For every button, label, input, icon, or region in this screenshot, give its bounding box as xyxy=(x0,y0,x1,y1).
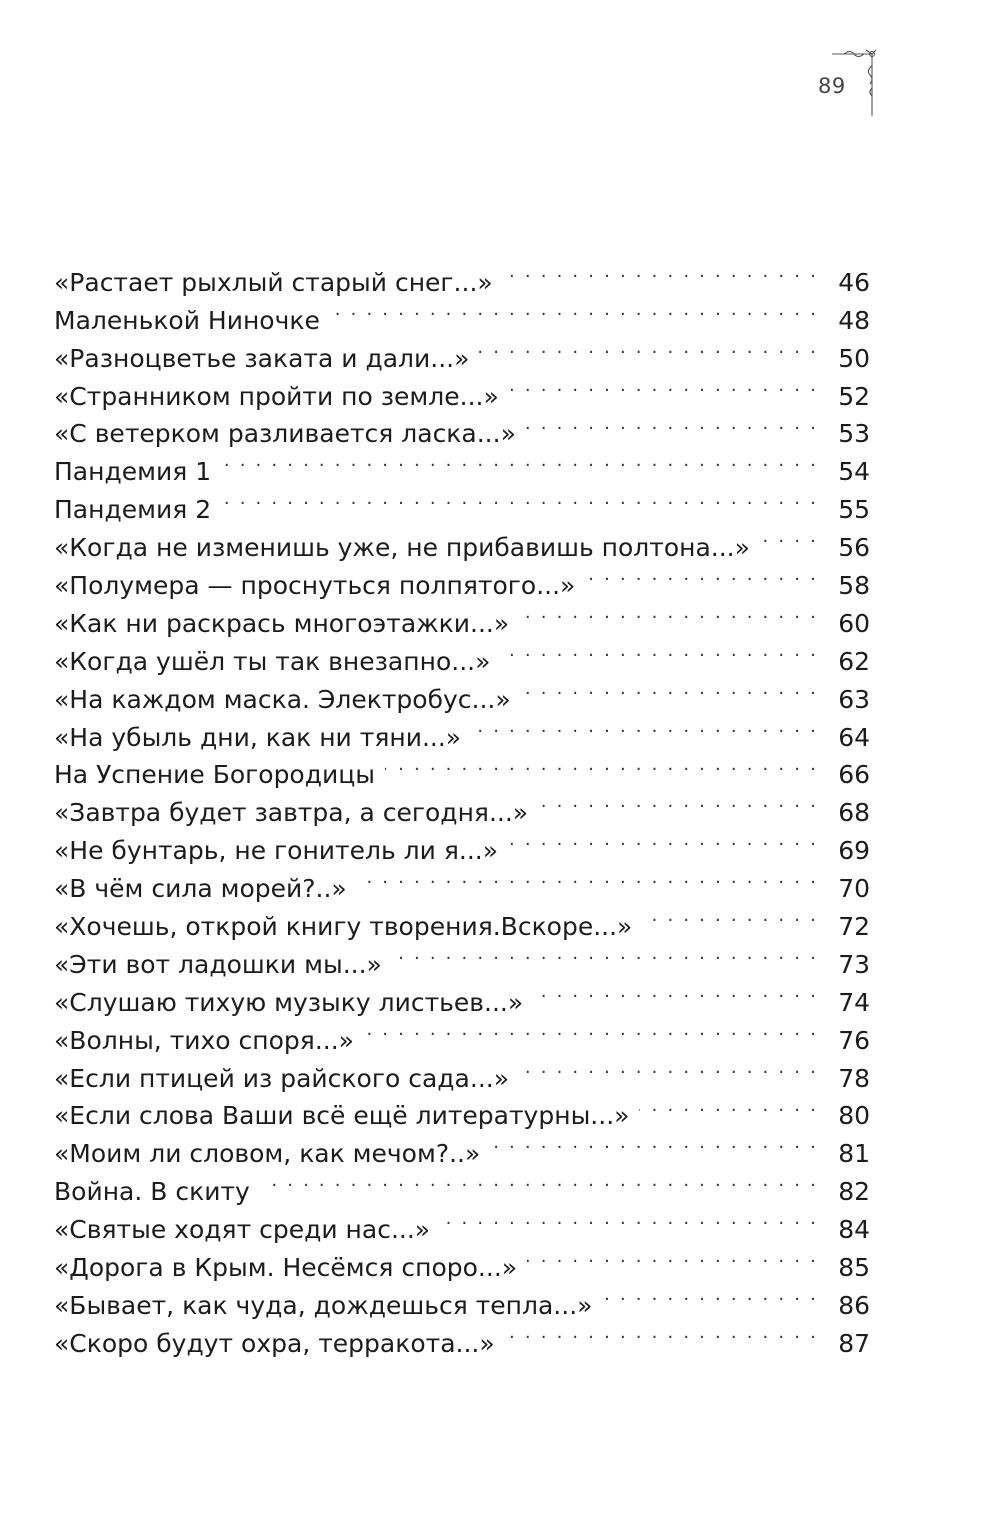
dot-leader xyxy=(221,480,818,518)
dot-leader xyxy=(642,897,818,935)
dot-leader xyxy=(533,973,818,1011)
dot-leader xyxy=(260,1162,818,1200)
toc-entry-title: «Скоро будут охра, терракота...» xyxy=(54,1328,495,1358)
dot-leader xyxy=(221,442,818,480)
toc-entry-title: «Когда ушёл ты так внезапно...» xyxy=(54,646,491,676)
dot-leader xyxy=(585,556,818,594)
toc-entry-page: 50 xyxy=(838,343,870,373)
toc-entry-title: «Дорога в Крым. Несёмся споро...» xyxy=(54,1253,518,1283)
toc-entry-title: «Моим ли словом, как мечом?..» xyxy=(54,1139,481,1169)
dot-leader xyxy=(490,1124,818,1162)
dot-leader xyxy=(602,1276,818,1314)
toc-entry-page: 53 xyxy=(838,419,870,449)
toc-entry-page: 74 xyxy=(838,987,870,1017)
toc-entry-page: 85 xyxy=(838,1253,870,1283)
toc-entry-page: 66 xyxy=(838,760,870,790)
dot-leader xyxy=(538,783,818,821)
toc-entry-page: 54 xyxy=(838,457,870,487)
dot-leader xyxy=(519,594,818,632)
toc-entry-title: «Полумера — проснуться полпятого...» xyxy=(54,571,576,601)
toc-entry-page: 78 xyxy=(838,1063,870,1093)
toc-entry-page: 46 xyxy=(838,267,870,297)
toc-entry-title: «На каждом маска. Электробус...» xyxy=(54,684,511,714)
toc-entry-title: На Успение Богородицы xyxy=(54,760,376,790)
toc-entry-title: «Святые ходят среди нас...» xyxy=(54,1215,431,1245)
toc-entry-title: «Слушаю тихую музыку листьев...» xyxy=(54,987,524,1017)
page-number: 89 xyxy=(818,74,846,98)
dot-leader xyxy=(471,708,818,746)
toc-entry-page: 81 xyxy=(838,1139,870,1169)
toc-entry-page: 70 xyxy=(838,874,870,904)
toc-entry-title: «Когда не изменишь уже, не прибавишь полтона...» xyxy=(54,533,750,563)
dot-leader xyxy=(519,1049,818,1087)
dot-leader xyxy=(500,632,818,670)
dot-leader xyxy=(503,253,818,291)
dot-leader xyxy=(521,670,818,708)
dot-leader xyxy=(639,1087,818,1125)
toc-entry-page: 55 xyxy=(838,495,870,525)
toc-entry-title: Война. В скиту xyxy=(54,1177,250,1207)
toc-entry xyxy=(54,253,870,297)
dot-leader xyxy=(508,821,818,859)
toc-entry-page: 63 xyxy=(838,684,870,714)
toc-entry-page: 58 xyxy=(838,571,870,601)
toc-entry-title: «Как ни раскрась многоэтажки...» xyxy=(54,608,510,638)
toc-entry-title: «Бывает, как чуда, дождешься тепла...» xyxy=(54,1290,593,1320)
toc-entry-page: 87 xyxy=(838,1328,870,1358)
dot-leader xyxy=(364,1011,818,1049)
toc-entry-page: 60 xyxy=(838,608,870,638)
toc-entry-page: 72 xyxy=(838,912,870,942)
toc-entry-title: «Если слова Ваши всё ещё литературны...» xyxy=(54,1101,630,1131)
toc-entry-title: «Странником пройти по земле...» xyxy=(54,381,499,411)
dot-leader xyxy=(357,859,818,897)
toc-entry-page: 68 xyxy=(838,798,870,828)
toc-entry-page: 48 xyxy=(838,305,870,335)
dot-leader xyxy=(760,518,818,556)
toc-entry-page: 86 xyxy=(838,1290,870,1320)
dot-leader xyxy=(392,935,818,973)
dot-leader xyxy=(440,1200,818,1238)
toc-entry-title: «На убыль дни, как ни тяни...» xyxy=(54,722,462,752)
dot-leader xyxy=(330,291,818,329)
toc-entry-title: «Если птицей из райского сада...» xyxy=(54,1063,510,1093)
toc-entry-title: «Эти вот ладошки мы...» xyxy=(54,949,382,979)
dot-leader xyxy=(505,1314,818,1352)
toc-entry-title: «Завтра будет завтра, а сегодня...» xyxy=(54,798,529,828)
toc-entry-page: 52 xyxy=(838,381,870,411)
toc-entry-title: Пандемия 1 xyxy=(54,457,212,487)
toc-entry-title: «Волны, тихо споря...» xyxy=(54,1025,354,1055)
toc-entry-title: «С ветерком разливается ласка...» xyxy=(54,419,516,449)
page-header xyxy=(810,48,890,118)
toc-entry-title: «Разноцветье заката и дали...» xyxy=(54,343,470,373)
toc-entry-page: 76 xyxy=(838,1025,870,1055)
toc-entry-page: 64 xyxy=(838,722,870,752)
toc-entry-page: 62 xyxy=(838,646,870,676)
toc-entry-title: «Не бунтарь, не гонитель ли я...» xyxy=(54,836,499,866)
table-of-contents xyxy=(54,253,870,1358)
dot-leader xyxy=(479,329,818,367)
dot-leader xyxy=(509,367,818,405)
toc-entry-page: 80 xyxy=(838,1101,870,1131)
toc-entry-page: 73 xyxy=(838,949,870,979)
toc-entry-page: 69 xyxy=(838,836,870,866)
toc-entry-page: 84 xyxy=(838,1215,870,1245)
toc-entry-title: «В чём сила морей?..» xyxy=(54,874,347,904)
toc-entry-title: «Растает рыхлый старый снег...» xyxy=(54,267,493,297)
toc-entry-title: Пандемия 2 xyxy=(54,495,212,525)
dot-leader xyxy=(526,405,818,443)
dot-leader xyxy=(385,746,818,784)
toc-entry-page: 56 xyxy=(838,533,870,563)
toc-entry-title: Маленькой Ниночке xyxy=(54,305,320,335)
dot-leader xyxy=(527,1238,818,1276)
toc-entry-page: 82 xyxy=(838,1177,870,1207)
toc-entry-title: «Хочешь, открой книгу творения.Вскоре...» xyxy=(54,912,633,942)
